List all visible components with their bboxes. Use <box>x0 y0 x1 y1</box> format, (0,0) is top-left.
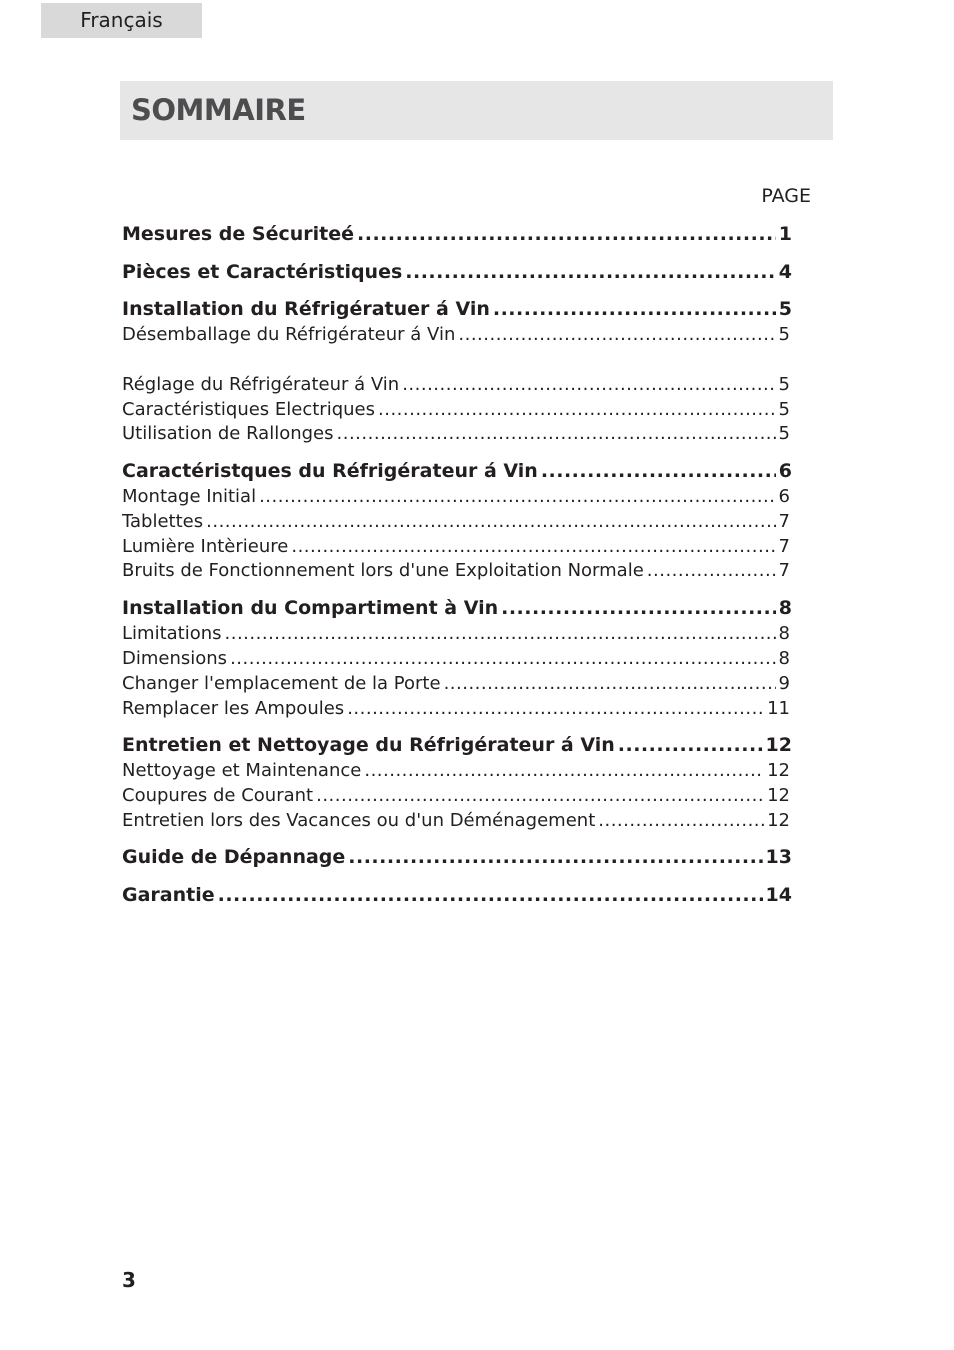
toc-entry-label: Garantie <box>122 884 215 906</box>
toc-entry-page: 8 <box>778 623 790 644</box>
page-number: 3 <box>122 1268 136 1292</box>
toc-entry-label: Pièces et Caractéristiques <box>122 261 403 283</box>
toc-entry-label: Utilisation de Rallonges <box>122 423 334 444</box>
toc-section-entry <box>122 883 792 908</box>
dot-leader <box>259 484 775 509</box>
toc-subsection-entry <box>122 696 790 721</box>
toc-entry-page: 6 <box>778 486 790 507</box>
toc-entry-page: 12 <box>767 760 790 781</box>
toc-section-entry <box>122 297 792 322</box>
toc-entry-label: Entretien lors des Vacances ou d'un Déménagement <box>122 810 596 831</box>
toc-entry-page: 11 <box>767 698 790 719</box>
dot-leader <box>206 509 775 534</box>
toc-entry-label: Mesures de Sécuriteé <box>122 223 355 245</box>
toc-subsection-entry <box>122 509 790 534</box>
dot-leader <box>405 260 775 285</box>
toc-entry-page: 6 <box>778 460 792 482</box>
toc-entry-page: 5 <box>778 399 790 420</box>
toc-entry-page: 13 <box>765 846 792 868</box>
toc-entry-page: 7 <box>778 560 790 581</box>
toc-entry-label: Nettoyage et Maintenance <box>122 760 362 781</box>
toc-entry-page: 4 <box>778 261 792 283</box>
page-column-label: PAGE <box>761 185 811 207</box>
toc-entry-label: Réglage du Réfrigérateur á Vin <box>122 374 400 395</box>
dot-leader <box>493 297 776 322</box>
toc-entry-label: Tablettes <box>122 511 204 532</box>
toc-subsection-entry <box>122 421 790 446</box>
dot-leader <box>444 671 776 696</box>
toc-subsection-entry <box>122 758 790 783</box>
toc-entry-page: 1 <box>778 223 792 245</box>
dot-leader <box>458 322 775 347</box>
toc-entry-page: 12 <box>767 810 790 831</box>
dot-leader <box>225 621 776 646</box>
toc-section-entry <box>122 596 792 621</box>
toc-entry-page: 7 <box>778 536 790 557</box>
dot-leader <box>316 783 764 808</box>
dot-leader <box>291 534 775 559</box>
toc-entry-page: 5 <box>778 298 792 320</box>
dot-leader <box>337 421 776 446</box>
toc-entry-page: 5 <box>778 324 790 345</box>
toc-entry-label: Caractéristques du Réfrigérateur á Vin <box>122 460 538 482</box>
toc-entry-label: Coupures de Courant <box>122 785 314 806</box>
dot-leader <box>364 758 764 783</box>
toc-entry-label: Montage Initial <box>122 486 257 507</box>
toc-entry-page: 9 <box>778 673 790 694</box>
toc-section-entry <box>122 845 792 870</box>
toc-entry-label: Dimensions <box>122 648 228 669</box>
toc-subsection-entry <box>122 646 790 671</box>
toc-entry-label: Bruits de Fonctionnement lors d'une Exploitation Normale <box>122 560 644 581</box>
language-tab: Français <box>41 3 202 38</box>
toc-entry-page: 8 <box>778 648 790 669</box>
toc-entry-label: Installation du Compartiment à Vin <box>122 597 499 619</box>
toc-entry-label: Entretien et Nettoyage du Réfrigérateur á Vin <box>122 734 615 756</box>
toc-subsection-entry <box>122 671 790 696</box>
title-bar <box>120 81 833 140</box>
toc-entry-page: 12 <box>767 785 790 806</box>
dot-leader <box>347 696 764 721</box>
toc-entry-page: 5 <box>778 374 790 395</box>
dot-leader <box>348 845 762 870</box>
toc-entry-page: 14 <box>765 884 792 906</box>
toc-section-entry <box>122 733 792 758</box>
dot-leader <box>647 558 776 583</box>
toc-subsection-entry <box>122 621 790 646</box>
toc-entry-label: Remplacer les Ampoules <box>122 698 345 719</box>
toc-section-entry <box>122 222 792 247</box>
toc-entry-page: 12 <box>765 734 792 756</box>
toc-subsection-entry <box>122 783 790 808</box>
dot-leader <box>501 596 776 621</box>
toc-subsection-entry <box>122 484 790 509</box>
dot-leader <box>218 883 763 908</box>
toc-section-entry <box>122 260 792 285</box>
dot-leader <box>357 222 776 247</box>
toc-subsection-entry <box>122 808 790 833</box>
toc-entry-page: 8 <box>778 597 792 619</box>
dot-leader <box>541 459 776 484</box>
toc-entry-page: 7 <box>778 511 790 532</box>
toc-entry-label: Caractéristiques Electriques <box>122 399 375 420</box>
toc-entry-label: Installation du Réfrigératuer á Vin <box>122 298 490 320</box>
toc-entry-label: Désemballage du Réfrigérateur á Vin <box>122 324 456 345</box>
toc-entry-label: Lumière Intèrieure <box>122 536 289 557</box>
toc-subsection-entry <box>122 397 790 422</box>
toc-subsection-entry <box>122 372 790 397</box>
toc-subsection-entry <box>122 322 790 347</box>
toc-entry-label: Limitations <box>122 623 222 644</box>
dot-leader <box>230 646 775 671</box>
toc-entry-page: 5 <box>778 423 790 444</box>
toc-subsection-entry <box>122 558 790 583</box>
toc-entry-label: Guide de Dépannage <box>122 846 346 868</box>
dot-leader <box>378 397 776 422</box>
dot-leader <box>598 808 764 833</box>
toc-section-entry <box>122 459 792 484</box>
dot-leader <box>618 733 763 758</box>
page-title: SOMMAIRE <box>131 93 306 127</box>
toc-subsection-entry <box>122 534 790 559</box>
dot-leader <box>402 372 775 397</box>
toc-entry-label: Changer l'emplacement de la Porte <box>122 673 441 694</box>
